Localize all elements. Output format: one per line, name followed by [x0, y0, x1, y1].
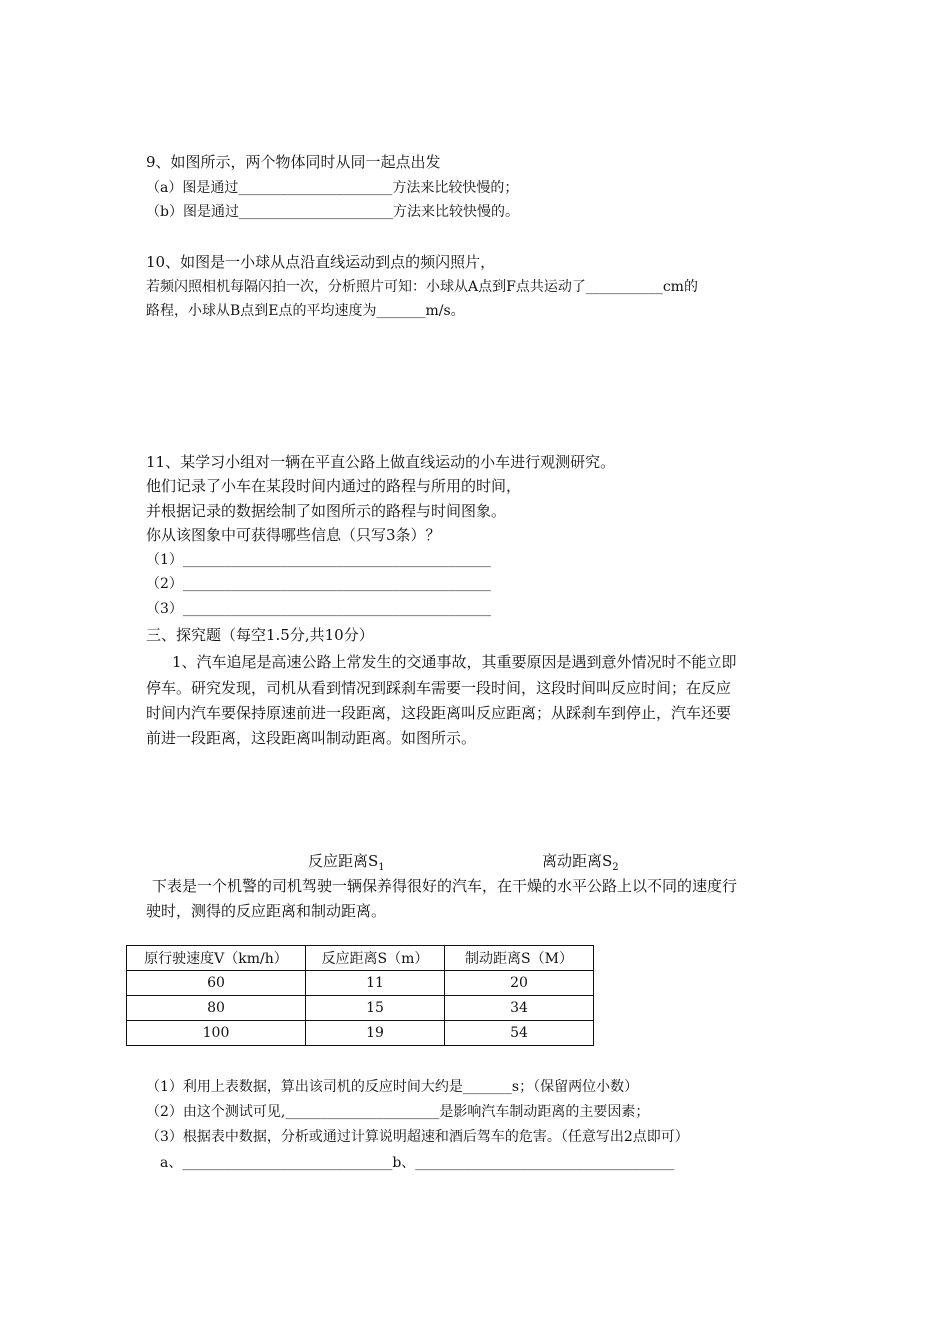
section3-para-line3: 时间内汽车要保持原速前进一段距离，这段距离叫反应距离；从踩刹车到停止，汽车还要	[146, 704, 732, 722]
cell-reaction: 11	[306, 971, 445, 996]
cell-braking: 34	[445, 996, 594, 1021]
q9-part-b: （b）图是通过______________________方法来比较快慢的。	[146, 204, 519, 220]
table-header-row	[127, 946, 594, 971]
section3-para-line2: 停车。研究发现，司机从看到情况到踩刹车需要一段时间，这段时间叫反应时间；在反应	[146, 679, 732, 697]
q11-line2: 他们记录了小车在某段时间内通过的路程与所用的时间，	[146, 477, 522, 495]
q11-blank3: （3）____________________________________________	[146, 601, 491, 617]
q11-line3: 并根据记录的数据绘制了如图所示的路程与时间图象。	[146, 502, 507, 520]
cell-speed: 80	[127, 996, 306, 1021]
cell-reaction: 15	[306, 996, 445, 1021]
question-3: （3）根据表中数据，分析或通过计算说明超速和酒后驾车的危害。（任意写出2点即可）	[146, 1129, 689, 1145]
braking-distance-label: 离动距离$S_2$	[542, 852, 619, 873]
answer-blanks-ab: a、______________________________b、_____________________________________	[160, 1155, 675, 1171]
header-speed: 原行驶速度V（km/h）	[127, 946, 306, 971]
section3-para-line4: 前进一段距离，这段距离叫制动距离。如图所示。	[146, 729, 477, 747]
section3-heading: 三、探究题（每空1.5分,共10分）	[146, 626, 374, 644]
table-row	[127, 996, 594, 1021]
q11-line4: 你从该图象中可获得哪些信息（只写3条）？	[146, 526, 441, 544]
header-braking-distance: 制动距离S（M）	[445, 946, 594, 971]
question-1: （1）利用上表数据，算出该司机的反应时间大约是_______s；（保留两位小数）	[146, 1079, 639, 1095]
section3-para-line1: 1、汽车追尾是高速公路上常发生的交通事故，其重要原因是遇到意外情况时不能立即	[172, 653, 737, 671]
table-row	[127, 1021, 594, 1046]
table-row	[127, 971, 594, 996]
q10-line1: 10、如图是一小球从点沿直线运动到点的频闪照片，	[146, 253, 496, 271]
reaction-distance-label: 反应距离$S_1$	[308, 852, 385, 873]
cell-speed: 60	[127, 971, 306, 996]
cell-braking: 20	[445, 971, 594, 996]
q11-line1: 11、某学习小组对一辆在平直公路上做直线运动的小车进行观测研究。	[146, 453, 616, 471]
q9-part-a: （a）图是通过______________________方法来比较快慢的；	[146, 180, 519, 196]
q11-blank1: （1）____________________________________________	[146, 552, 491, 568]
speed-distance-table	[126, 945, 594, 1046]
cell-speed: 100	[127, 1021, 306, 1046]
q10-line3: 路程，小球从B点到E点的平均速度为_______m/s。	[146, 303, 465, 319]
header-reaction-distance: 反应距离S（m）	[306, 946, 445, 971]
table-intro-line2: 驶时，测得的反应距离和制动距离。	[146, 902, 387, 920]
cell-reaction: 19	[306, 1021, 445, 1046]
q9-title: 9、如图所示，两个物体同时从同一起点出发	[146, 153, 441, 171]
cell-braking: 54	[445, 1021, 594, 1046]
q11-blank2: （2）____________________________________________	[146, 576, 491, 592]
table-intro-line1: 下表是一个机警的司机驾驶一辆保养得很好的汽车，在干燥的水平公路上以不同的速度行	[152, 877, 738, 895]
q10-line2: 若频闪照相机每隔闪拍一次，分析照片可知：小球从A点到F点共运动了___________cm的	[146, 279, 698, 295]
question-2: （2）由这个测试可见,______________________是影响汽车制动距离的主要因素；	[146, 1104, 650, 1120]
